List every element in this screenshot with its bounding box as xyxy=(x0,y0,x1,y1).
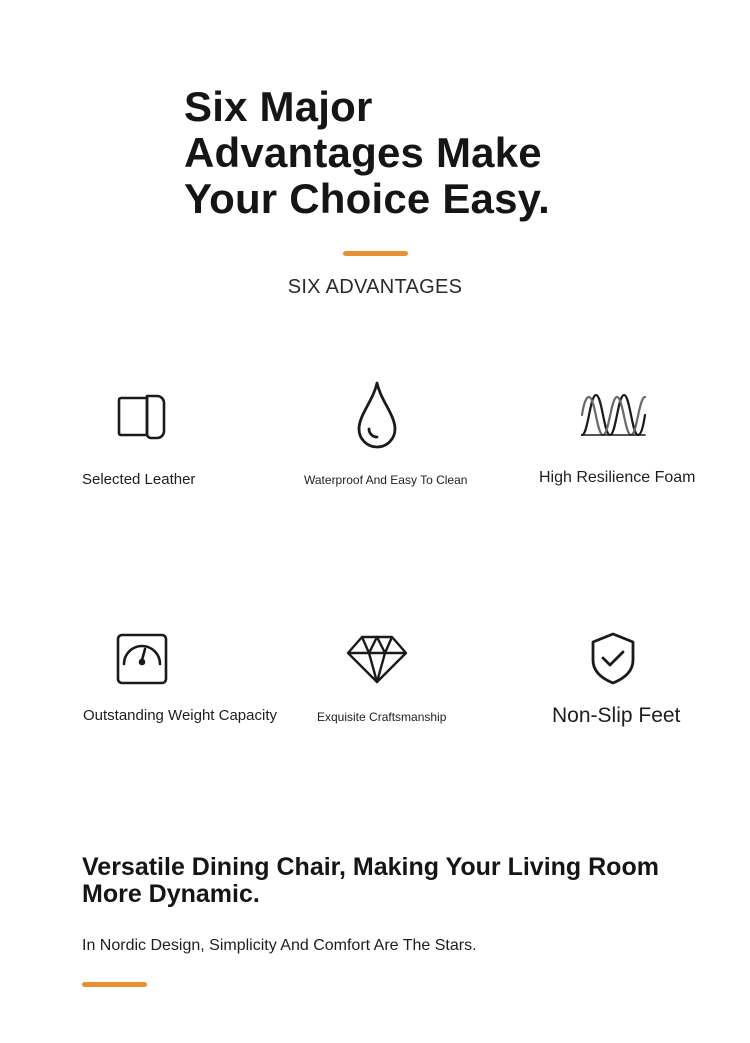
footer-accent-bar xyxy=(82,982,147,987)
water-drop-icon xyxy=(342,379,412,449)
advantage-label-foam: High Resilience Foam xyxy=(539,469,696,486)
page-title xyxy=(184,84,604,222)
title-line-3: Your Choice Easy. xyxy=(184,175,550,222)
shield-check-icon xyxy=(578,624,648,694)
diamond-icon xyxy=(342,624,412,694)
section-heading: Versatile Dining Chair, Making Your Living Room More Dynamic. xyxy=(82,853,659,908)
advantage-label-craftsmanship: Exquisite Craftsmanship xyxy=(317,710,447,724)
section-subtitle: SIX ADVANTAGES xyxy=(287,276,463,298)
title-accent-bar xyxy=(343,251,408,256)
advantage-label-waterproof: Waterproof And Easy To Clean xyxy=(304,473,468,487)
wave-spring-icon xyxy=(578,381,648,451)
title-line-1: Six Major xyxy=(184,83,373,130)
advantage-label-leather: Selected Leather xyxy=(82,471,196,488)
title-line-2: Advantages Make xyxy=(184,129,542,176)
gauge-icon xyxy=(107,624,177,694)
section-tagline: In Nordic Design, Simplicity And Comfort Are The Stars. xyxy=(82,937,477,954)
advantage-label-weight: Outstanding Weight Capacity xyxy=(83,707,277,724)
leather-icon xyxy=(107,381,177,451)
advantage-label-nonslip: Non-Slip Feet xyxy=(552,704,681,727)
